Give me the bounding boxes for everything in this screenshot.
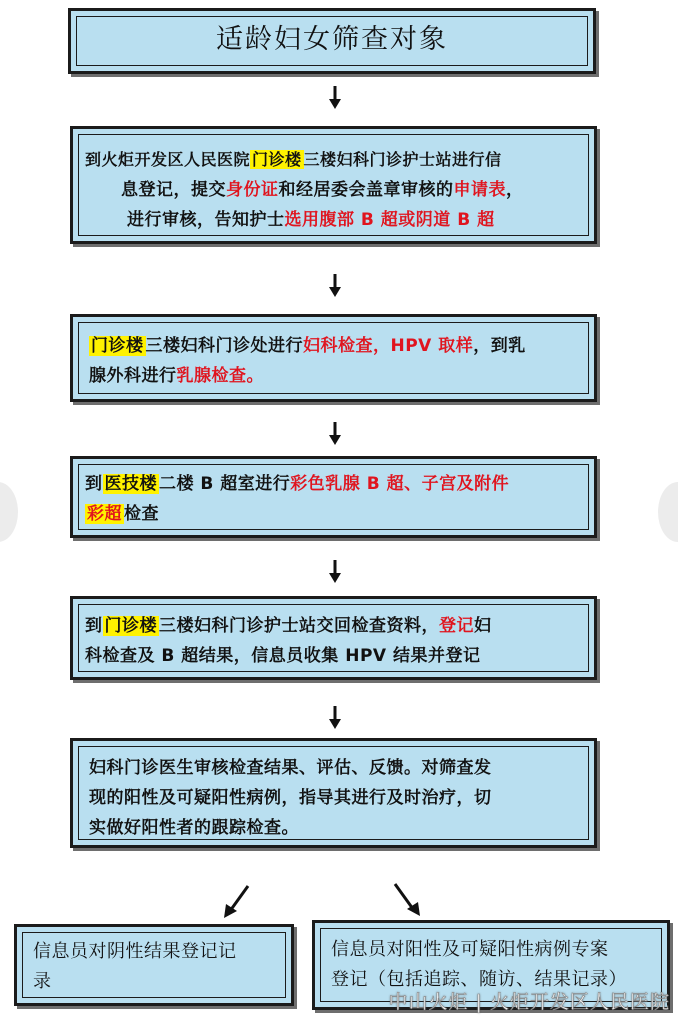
down-arrow-icon — [328, 86, 342, 110]
step4-text: 三楼妇科门诊护士站交回检查资料， — [159, 616, 439, 636]
negative-line1: 信息员对阴性结果登记记 — [33, 941, 237, 962]
step1-red-text: 申请表 — [453, 180, 506, 200]
step3-text: 到 — [85, 474, 103, 494]
step1-red-text: 身份证 — [226, 180, 279, 200]
step3-line1 — [85, 469, 509, 499]
step4-text: 科检查及 B 超结果，信息员收集 HPV 结果并登记 — [85, 646, 481, 666]
step5-line3: 实做好阳性者的跟踪检查。 — [89, 818, 299, 838]
step3-box — [70, 456, 597, 538]
step2-red-text: 乳腺检查。 — [176, 366, 264, 386]
step2-line1 — [89, 331, 526, 361]
down-arrow-icon — [328, 274, 342, 298]
diagonal-arrow-left-icon — [222, 884, 252, 920]
step3-text: 检查 — [124, 504, 159, 524]
diagonal-arrow-right-icon — [392, 882, 422, 918]
positive-line1: 信息员对阳性及可疑阳性病例专案 — [331, 939, 609, 960]
title-text: 适龄妇女筛查对象 — [216, 24, 448, 55]
step1-line3 — [127, 205, 495, 235]
step2-text: 三楼妇科门诊处进行 — [145, 336, 303, 356]
step1-text: 息登记，提交 — [121, 180, 226, 200]
watermark: 中山火炬 | 火炬开发区人民医院 — [388, 991, 670, 1013]
step3-highlight-red: 彩超 — [87, 504, 122, 524]
step1-text: 进行审核，告知护士 — [127, 210, 285, 230]
step4-highlight: 门诊楼 — [104, 616, 157, 636]
step4-red-text: 登记 — [439, 616, 474, 636]
step5-line1: 妇科门诊医生审核检查结果、评估、反馈。对筛查发 — [89, 758, 492, 778]
step4-text: 到 — [85, 616, 103, 636]
step4-line1 — [85, 611, 492, 641]
step5-box — [70, 738, 597, 848]
step1-line1 — [85, 145, 502, 175]
step1-red-text: 选用腹部 B 超或阴道 B 超 — [284, 210, 495, 230]
step2-line2 — [89, 361, 264, 391]
step1-text: 到火炬开发区人民医院 — [85, 150, 251, 169]
down-arrow-icon — [328, 560, 342, 584]
right-edge-circle — [658, 482, 678, 542]
step4-box — [70, 596, 597, 680]
step1-text: 三楼妇科门诊护士站进行信 — [303, 150, 502, 169]
step3-line2 — [85, 499, 159, 529]
step2-box — [70, 314, 597, 402]
step1-text: ， — [506, 180, 524, 200]
positive-line2: 登记（包括追踪、随访、结果记录） — [331, 969, 627, 990]
negative-line2: 录 — [33, 971, 52, 992]
step2-text: ，到乳 — [473, 336, 526, 356]
step2-highlight: 门诊楼 — [91, 336, 144, 356]
step1-highlight: 门诊楼 — [252, 150, 302, 169]
step3-text: 二楼 B 超室进行 — [159, 474, 291, 494]
step3-red-text: 彩色乳腺 B 超、子宫及附件 — [290, 474, 510, 494]
step5-line2: 现的阳性及可疑阳性病例，指导其进行及时治疗，切 — [89, 788, 492, 808]
down-arrow-icon — [328, 422, 342, 446]
negative-result-box — [14, 924, 294, 1006]
step1-box — [70, 126, 597, 244]
down-arrow-icon — [328, 706, 342, 730]
step4-line2 — [85, 641, 480, 671]
step4-text: 妇 — [474, 616, 492, 636]
step1-line2 — [121, 175, 524, 205]
left-edge-circle — [0, 482, 18, 542]
step3-highlight: 医技楼 — [104, 474, 157, 494]
step1-text: 和经居委会盖章审核的 — [278, 180, 454, 200]
title-box — [68, 8, 596, 74]
step2-text: 腺外科进行 — [89, 366, 177, 386]
step2-red-text: 妇科检查，HPV 取样 — [303, 336, 474, 356]
